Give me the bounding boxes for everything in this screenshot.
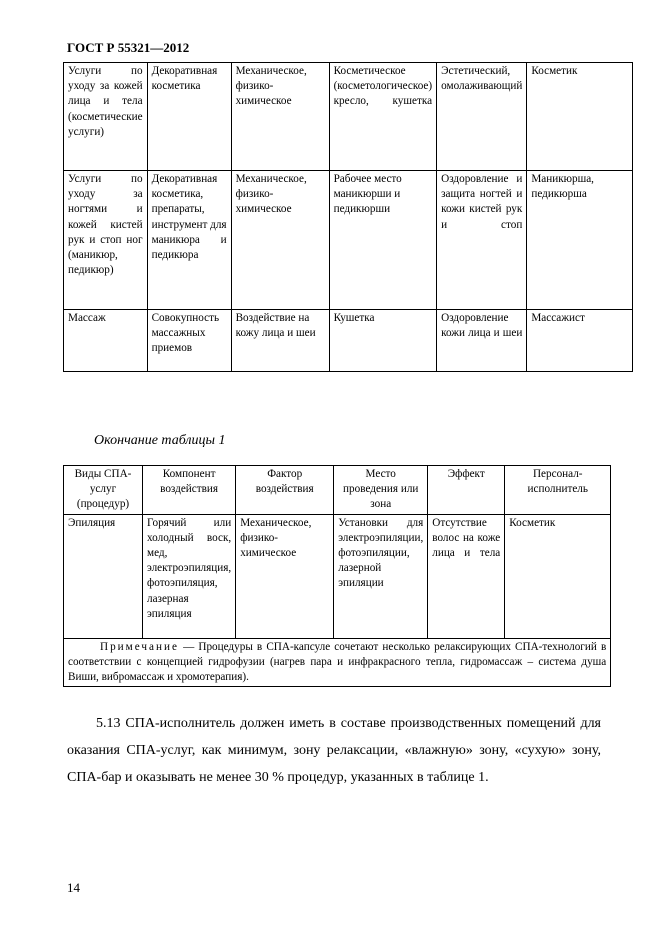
table-row xyxy=(64,514,611,638)
column-header: Виды СПА-услуг (процедур) xyxy=(64,466,143,515)
table-cell: Кушетка xyxy=(329,310,437,372)
table-note xyxy=(64,638,611,687)
table-note-row xyxy=(64,638,611,687)
table-cell: Услуги по уходу за ногтями и кожей кистей рук и стоп ног (маникюр, педикюр) xyxy=(64,171,148,310)
table-cell: Воздействие на кожу лица и шеи xyxy=(231,310,329,372)
table-cell: Механическое, физико-химическое xyxy=(231,63,329,171)
table-header-row xyxy=(64,466,611,515)
table-cell: Косметик xyxy=(505,514,611,638)
document-code: ГОСТ Р 55321—2012 xyxy=(67,40,190,55)
table-cell: Косметическое (косметологическое) кресло, кушетка xyxy=(329,63,437,171)
table-cell: Механическое, физико-химическое xyxy=(231,171,329,310)
table-cell: Эстетический, омолаживающий xyxy=(437,63,527,171)
column-header: Место проведения или зона xyxy=(334,466,428,515)
table-cell: Массажист xyxy=(527,310,633,372)
column-header: Персонал-исполнитель xyxy=(505,466,611,515)
table-row xyxy=(64,310,633,372)
table-cell: Оздоровление и защита ногтей и кожи кистей рук и стоп xyxy=(437,171,527,310)
column-header: Фактор воздействия xyxy=(236,466,334,515)
table-row xyxy=(64,63,633,171)
column-header: Эффект xyxy=(428,466,505,515)
column-header: Компонент воздействия xyxy=(143,466,236,515)
table-cell: Декоративная косметика, препараты, инструмент для маникюра и педикюра xyxy=(147,171,231,310)
table-cell: Косметик xyxy=(527,63,633,171)
table-cell: Совокупность массажных приемов xyxy=(147,310,231,372)
table-cell: Массаж xyxy=(64,310,148,372)
table-cell: Оздоровление кожи лица и шеи xyxy=(437,310,527,372)
note-label: Примечание xyxy=(100,640,179,653)
table-cell: Горячий или холодный воск, мед, электроэпиляция, фотоэпиляция, лазерная эпиляция xyxy=(143,514,236,638)
table-cell: Декоративная косметика xyxy=(147,63,231,171)
table-cell: Рабочее место маникюрши и педикюрши xyxy=(329,171,437,310)
table-caption: Окончание таблицы 1 xyxy=(94,433,226,448)
paragraph-5-13: 5.13 СПА-исполнитель должен иметь в составе производственных помещений для оказания СПА-услуг, как минимум, зону релаксации, «влажную» зону, «сухую» зону, СПА-бар и оказывать не менее 30 % процедур, указанных в таблице 1. xyxy=(67,716,601,785)
table-cell: Установки для электроэпиляции, фотоэпиляции, лазерной эпиляции xyxy=(334,514,428,638)
table-row xyxy=(64,171,633,310)
services-table-continued xyxy=(63,62,633,372)
table-cell: Маникюрша, педикюрша xyxy=(527,171,633,310)
services-table-end xyxy=(63,465,611,687)
page-number: 14 xyxy=(67,880,80,895)
note-text: — Процедуры в СПА-капсуле сочетают несколько релаксирующих СПА-технологий в соответствии с концепцией гидрофузии (нагрев пара и инфракрасного тепла, гидромассаж – система душа Виши, вибромассаж и хромотерапия). xyxy=(68,640,607,684)
table-cell: Отсутствие волос на коже лица и тела xyxy=(428,514,505,638)
table-cell: Услуги по уходу за кожей лица и тела (косметические услуги) xyxy=(64,63,148,171)
table-cell: Эпиляция xyxy=(64,514,143,638)
table-cell: Механическое, физико-химическое xyxy=(236,514,334,638)
